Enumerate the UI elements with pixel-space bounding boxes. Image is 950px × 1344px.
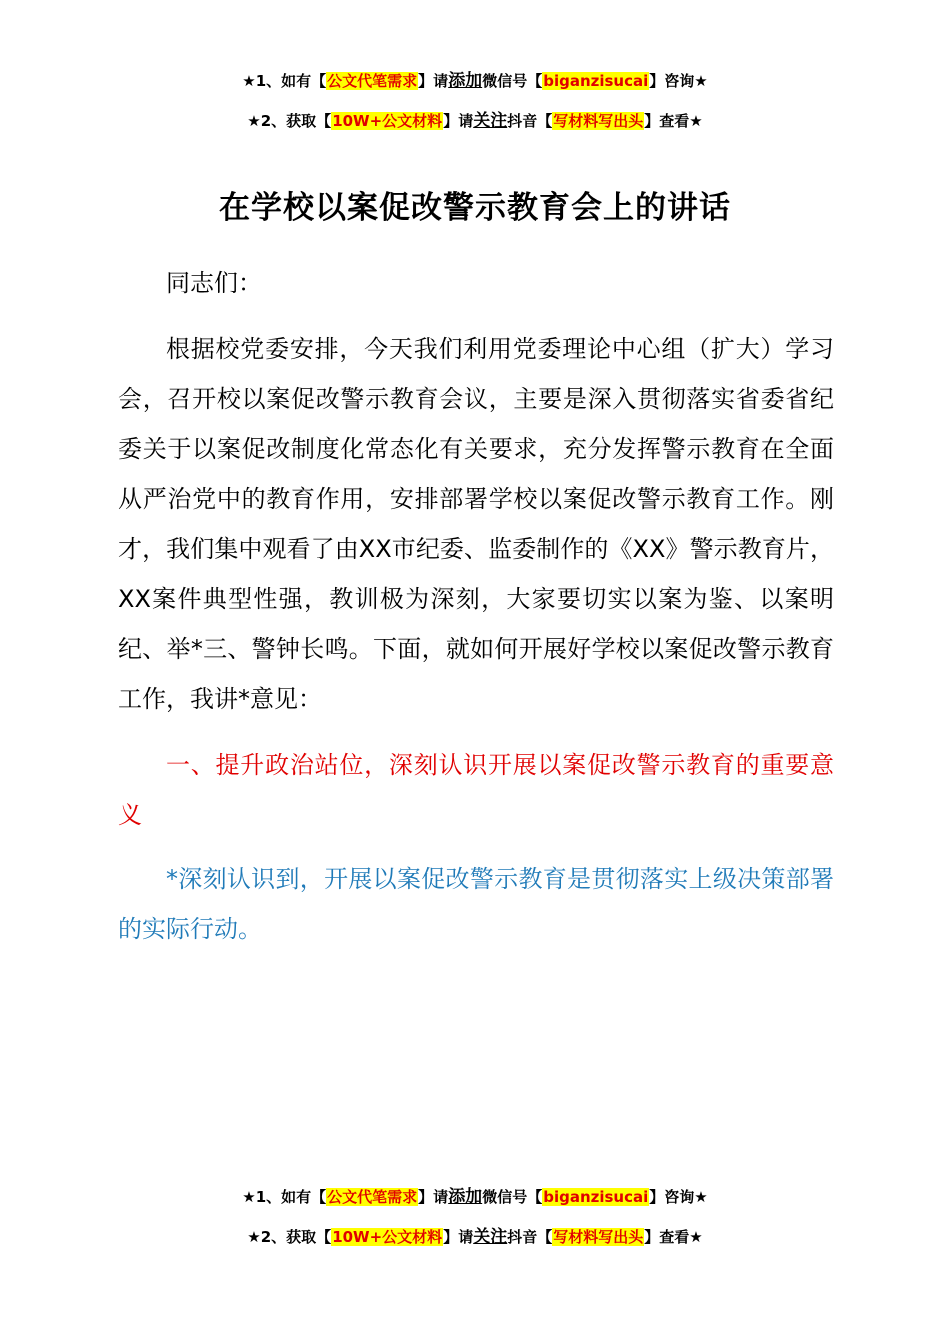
promo-highlight: 写材料写出头 xyxy=(553,112,644,130)
promo-highlight: 10W+公文材料 xyxy=(332,1228,443,1246)
promo-text: 】请 xyxy=(418,72,449,90)
promo-text: ★2、获取【 xyxy=(247,1228,332,1246)
promo-highlight: biganzisucai xyxy=(543,1188,649,1206)
promo-text: 】请 xyxy=(418,1188,449,1206)
promo-line-1-top xyxy=(0,70,950,92)
document-title: 在学校以案促改警示教育会上的讲话 xyxy=(219,190,731,226)
promo-underline: 添加 xyxy=(448,71,483,91)
promo-highlight: biganzisucai xyxy=(543,72,649,90)
promo-line-2-top xyxy=(0,110,950,132)
promo-underline: 关注 xyxy=(473,111,508,131)
promo-highlight: 10W+公文材料 xyxy=(332,112,443,130)
promo-text: 】请 xyxy=(443,112,474,130)
promo-underline: 添加 xyxy=(448,1187,483,1207)
promo-text: 】查看★ xyxy=(644,112,703,130)
promo-text: 抖音【 xyxy=(507,112,553,130)
promo-text: 】请 xyxy=(443,1228,474,1246)
promo-text: 】咨询★ xyxy=(649,1188,708,1206)
promo-underline: 关注 xyxy=(473,1227,508,1247)
promo-text: 抖音【 xyxy=(507,1228,553,1246)
promo-text: ★2、获取【 xyxy=(247,112,332,130)
section-heading-1: 一、提升政治站位，深刻认识开展以案促改警示教育的重要意义 xyxy=(118,751,834,829)
promo-text: ★1、如有【 xyxy=(242,1188,327,1206)
promo-highlight: 公文代笔需求 xyxy=(327,72,418,90)
promo-line-1-bottom xyxy=(0,1186,950,1208)
sub-point-1: *深刻认识到，开展以案促改警示教育是贯彻落实上级决策部署的实际行动。 xyxy=(118,865,834,943)
promo-highlight: 写材料写出头 xyxy=(553,1228,644,1246)
body-paragraph: 根据校党委安排，今天我们利用党委理论中心组（扩大）学习会，召开校以案促改警示教育会议，主要是深入贯彻落实省委省纪委关于以案促改制度化常态化有关要求，充分发挥警示教育在全面从严治党中的教育作用，安排部署学校以案促改警示教育工作。刚才，我们集中观看了由XX市纪委、监委制作的《XX》警示教育片，XX案件典型性强，教训极为深刻，大家要切实以案为鉴、以案明纪、举*三、警钟长鸣。下面，就如何开展好学校以案促改警示教育工作，我讲*意见： xyxy=(118,335,834,713)
promo-text: 微信号【 xyxy=(482,1188,543,1206)
promo-text: 微信号【 xyxy=(482,72,543,90)
promo-text: ★1、如有【 xyxy=(242,72,327,90)
greeting: 同志们： xyxy=(166,269,262,297)
promo-text: 】查看★ xyxy=(644,1228,703,1246)
promo-text: 】咨询★ xyxy=(649,72,708,90)
promo-line-2-bottom xyxy=(0,1226,950,1248)
promo-highlight: 公文代笔需求 xyxy=(327,1188,418,1206)
